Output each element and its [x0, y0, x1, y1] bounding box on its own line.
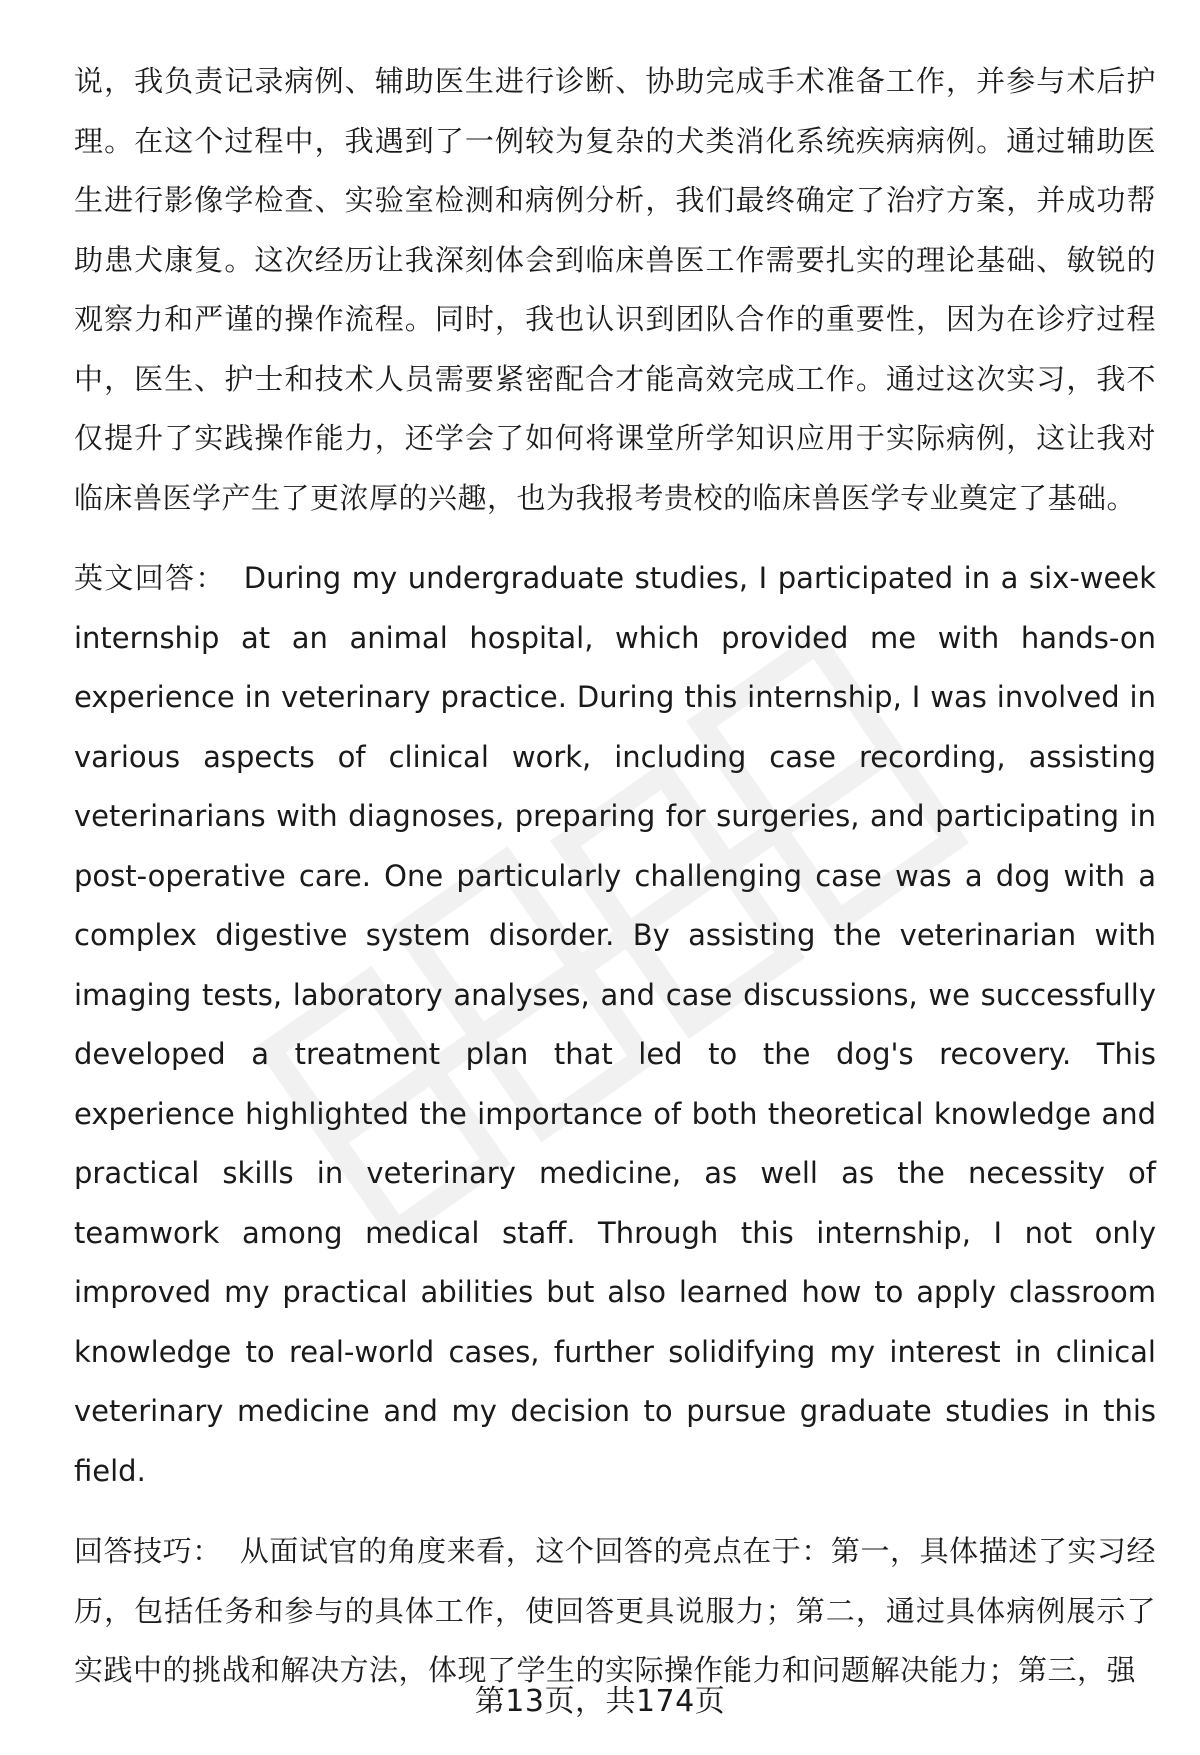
english-answer-paragraph	[74, 549, 1156, 1501]
chinese-answer-paragraph: 说，我负责记录病例、辅助医生进行诊断、协助完成手术准备工作，并参与术后护理。在这个过程中，我遇到了一例较为复杂的犬类消化系统疾病病例。通过辅助医生进行影像学检查、实验室检测和病例分析，我们最终确定了治疗方案，并成功帮助患犬康复。这次经历让我深刻体会到临床兽医工作需要扎实的理论基础、敏锐的观察力和严谨的操作流程。同时，我也认识到团队合作的重要性，因为在诊疗过程中，医生、护士和技术人员需要紧密配合才能高效完成工作。通过这次实习，我不仅提升了实践操作能力，还学会了如何将课堂所学知识应用于实际病例，这让我对临床兽医学产生了更浓厚的兴趣，也为我报考贵校的临床兽医学专业奠定了基础。	[74, 64, 1156, 515]
english-answer-text: During my undergraduate studies, I participated in a six-week internship at an animal hospital, which provided me with hands-on experience in veterinary practice. During this internship, I was involved in various aspects of clinical work, including case recording, assisting veterinarians with diagnoses, preparing for surgeries, and participating in post-operative care. One particularly challenging case was a dog with a complex digestive system disorder. By assisting the veterinarian with imaging tests, laboratory analyses, and case discussions, we successfully developed a treatment plan that led to the dog's recovery. This experience highlighted the importance of both theoretical knowledge and practical skills in veterinary medicine, as well as the necessity of teamwork among medical staff. Through this internship, I not only improved my practical abilities but also learned how to apply classroom knowledge to real-world cases, further solidifying my interest in clinical veterinary medicine and my decision to pursue graduate studies in this field.	[74, 561, 1156, 1488]
english-answer-label: 英文回答：	[74, 561, 226, 595]
page-number-footer: 第13页，共174页	[474, 1684, 726, 1719]
answer-tips-paragraph	[74, 1522, 1156, 1701]
answer-tips-label: 回答技巧：	[74, 1534, 222, 1568]
document-page	[74, 52, 1156, 1701]
answer-tips-text: 从面试官的角度来看，这个回答的亮点在于：第一，具体描述了实习经历，包括任务和参与的具体工作，使回答更具说服力；第二，通过具体病例展示了实践中的挑战和解决方法，体现了学生的实际操作能力和问题解决能力；第三，强	[74, 1534, 1156, 1687]
